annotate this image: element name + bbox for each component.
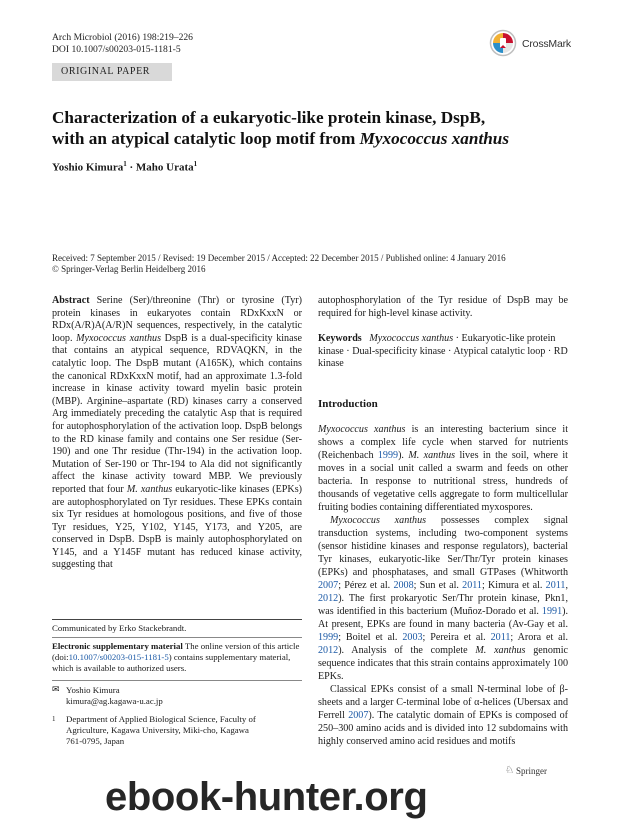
crossmark-badge[interactable] bbox=[489, 29, 579, 57]
footnote-divider bbox=[52, 680, 302, 681]
affiliation bbox=[52, 714, 302, 747]
intro-text: is an interesting bacterium since it shows a complex life cycle when starved for nutrients (Reichenbach bbox=[318, 424, 568, 461]
citation-link[interactable]: 2007 bbox=[348, 710, 369, 721]
journal-header bbox=[52, 32, 193, 56]
citation-link[interactable]: 2007 bbox=[318, 580, 339, 591]
author-name[interactable]: Maho Urata bbox=[135, 161, 194, 174]
abstract-continued-text: autophosphorylation of the Tyr residue of DspB may be required for high-level kinase activity. bbox=[318, 295, 568, 319]
abstract-organism: M. xanthus bbox=[126, 483, 173, 495]
intro-text: Classical EPKs consist of a small N-terminal lobe of β-sheets and a larger C-terminal lobe of α-helices (Ubersax and Ferrell bbox=[318, 684, 568, 721]
esm-note bbox=[52, 641, 302, 674]
contact-name-row bbox=[52, 685, 302, 696]
title-organism: Myxococcus xanthus bbox=[359, 129, 510, 148]
footnote-divider bbox=[52, 619, 302, 620]
citation-link[interactable]: 2011 bbox=[462, 580, 482, 591]
esm-heading: Electronic supplementary material bbox=[52, 641, 183, 651]
intro-text: ). At present, EPKs are found in many bacteria (Av-Gay et al. bbox=[318, 606, 568, 630]
abstract-continued bbox=[318, 295, 568, 320]
title-line-2-text: with an atypical catalytic loop motif from bbox=[52, 129, 360, 148]
contact-email[interactable]: kimura@ag.kagawa-u.ac.jp bbox=[66, 696, 163, 706]
abstract-heading: Abstract bbox=[52, 295, 90, 306]
citation-link[interactable]: 1991 bbox=[541, 606, 563, 617]
citation-link[interactable]: 1999 bbox=[377, 450, 399, 461]
watermark: ebook-hunter.org bbox=[105, 775, 428, 819]
author-affiliation-mark: 1 bbox=[123, 160, 127, 168]
intro-text: ; Kimura et al. bbox=[481, 580, 546, 591]
introduction-body bbox=[318, 423, 568, 748]
crossmark-icon bbox=[489, 29, 517, 57]
esm-text: The online version of this article (doi: bbox=[52, 641, 300, 662]
article-title bbox=[52, 107, 572, 149]
journal-citation: Arch Microbiol (2016) 198:219–226 bbox=[52, 32, 193, 43]
intro-text: lives in the soil, where it moves in a social unit called a swarm and feeds on other bacteria. In response to nutritional stress, hundreds of thousands of vegetative cells aggregate to form multicellular fruiting bodies containing differentiated myxospores. bbox=[318, 450, 568, 513]
intro-text: possesses complex signal transduction systems, including two-component systems (sensor histidine kinases and response regulators), bacterial Tyr kinases, eukaryotic-like Ser/Thr/Tyr protein kinases (EPKs) and phosphatases, and small GTPases (Whitworth bbox=[318, 515, 568, 578]
intro-organism: Myxococcus xanthus bbox=[318, 424, 406, 435]
intro-paragraph bbox=[318, 514, 568, 683]
esm-text: ) contains supplementary material, which is available to authorized users. bbox=[52, 652, 291, 673]
doi-line: DOI 10.1007/s00203-015-1181-5 bbox=[52, 44, 181, 55]
abstract-text: DspB is a dual-specificity kinase that contains an atypical sequence, RDVAQKN, in the catalytic loop. The DspB mutant (A165K), which contains the canonical RDxKxxN motif, had an approximate 1.3-fold increase in kinase activity toward myelin basic protein (MBP). Arginine–aspartate (RD) kinases carry a conserved Arg immediately preceding the catalytic Asp that is required for autophosphorylation of the activation loop. DspB belongs to the RD kinase family and contains one Ser residue (Ser-190) and one Thr residue (Thr-194) in the activation loop. Mutation of Ser-190 or Thr-194 to Ala did not significantly affect the kinase activity toward MBP. We previously reported that four bbox=[52, 332, 302, 495]
intro-text: genomic sequence indicates that this strain contains approximately 100 EPKs. bbox=[318, 645, 569, 682]
corresponding-author bbox=[52, 685, 302, 707]
publisher-logo bbox=[505, 765, 547, 776]
intro-text: ). The first prokaryotic Ser/Thr protein kinase, Pkn1, was identified in this bacterium (Muñoz-Dorado et al. bbox=[318, 593, 568, 617]
citation-link[interactable]: 2003 bbox=[402, 632, 423, 643]
author-list bbox=[52, 160, 197, 174]
title-line-1: Characterization of a eukaryotic-like protein kinase, DspB, bbox=[52, 108, 486, 127]
email-icon: ✉ bbox=[52, 685, 60, 695]
intro-paragraph bbox=[318, 683, 568, 748]
history-dates: Received: 7 September 2015 / Revised: 19 December 2015 / Accepted: 22 December 2015 / Published online: 4 January 2016 bbox=[52, 253, 506, 263]
intro-text: ). The catalytic domain of EPKs is composed of 250–300 amino acids and is divided into 12 subdomains with highly conserved amino acid residues and motifs bbox=[318, 710, 568, 747]
communicated-by: Communicated by Erko Stackebrandt. bbox=[52, 623, 187, 633]
intro-text: ). Analysis of the complete bbox=[338, 645, 476, 656]
introduction-heading: Introduction bbox=[318, 398, 378, 410]
article-history bbox=[52, 253, 572, 275]
author-separator: · bbox=[126, 161, 136, 174]
citation-link[interactable]: 2008 bbox=[393, 580, 414, 591]
citation-link[interactable]: 1999 bbox=[318, 632, 339, 643]
citation-link[interactable]: 2011 bbox=[545, 580, 566, 591]
intro-text: ; Pérez et al. bbox=[338, 580, 394, 591]
affiliation-text: Department of Applied Biological Science, Faculty of Agriculture, Kagawa University, Miki-cho, Kagawa 761-0795, Japan bbox=[66, 714, 256, 746]
copyright: © Springer-Verlag Berlin Heidelberg 2016 bbox=[52, 264, 206, 274]
citation-link[interactable]: 2011 bbox=[490, 632, 511, 643]
contact-name: Yoshio Kimura bbox=[66, 685, 120, 695]
springer-horse-icon: ♘ bbox=[505, 765, 514, 776]
abstract-text: Serine (Ser)/threonine (Thr) or tyrosine (Tyr) protein kinases in eukaryotes contain RDxKxxN or RDx(A/R)A(A/R)N sequences, respectively, in the catalytic loop. bbox=[52, 295, 302, 344]
intro-paragraph bbox=[318, 423, 568, 514]
abstract-organism: Myxococcus xanthus bbox=[76, 332, 162, 344]
keywords-heading: Keywords bbox=[318, 333, 362, 344]
citation-link[interactable]: 2012 bbox=[318, 593, 339, 604]
intro-text: ). bbox=[398, 450, 409, 461]
intro-organism: M. xanthus bbox=[475, 645, 526, 656]
intro-text: ; Pereira et al. bbox=[422, 632, 491, 643]
intro-organism: Myxococcus xanthus bbox=[330, 515, 427, 526]
keyword-list: · Eukaryotic-like protein kinase · Dual-specificity kinase · Atypical catalytic loop · RD kinase bbox=[318, 333, 568, 370]
intro-organism: M. xanthus bbox=[408, 450, 456, 461]
crossmark-label: CrossMark bbox=[522, 38, 571, 50]
footnote-divider bbox=[52, 637, 302, 638]
intro-text: ; Boitel et al. bbox=[338, 632, 403, 643]
article-type-tag: ORIGINAL PAPER bbox=[52, 63, 172, 81]
abstract bbox=[52, 295, 302, 572]
citation-link[interactable]: 2012 bbox=[318, 645, 339, 656]
author-affiliation-mark: 1 bbox=[193, 160, 198, 168]
keyword-organism: Myxococcus xanthus bbox=[369, 333, 454, 344]
intro-text: ; Arora et al. bbox=[510, 632, 568, 643]
abstract-paragraph bbox=[52, 295, 302, 572]
intro-text: , bbox=[565, 580, 569, 591]
esm-doi-link[interactable]: 10.1007/s00203-015-1181-5 bbox=[68, 652, 169, 662]
affiliation-number: 1 bbox=[52, 715, 56, 723]
intro-text: ; Sun et al. bbox=[413, 580, 463, 591]
keywords bbox=[318, 333, 568, 371]
publisher-name: Springer bbox=[515, 765, 547, 776]
title-line-2 bbox=[52, 128, 572, 149]
author-name[interactable]: Yoshio Kimura bbox=[52, 161, 124, 174]
abstract-text: eukaryotic-like kinases (EPKs) are autophosphorylated on Tyr residues. These EPKs contain six Tyr residues at homologous positions, and five of those Tyr residues, Y25, Y102, Y145, Y173, and Y205, are conserved in DspB. DspB is mainly autophosphorylated on Y145, and a Y145F mutant has reduced kinase activity, suggesting that bbox=[52, 483, 302, 571]
